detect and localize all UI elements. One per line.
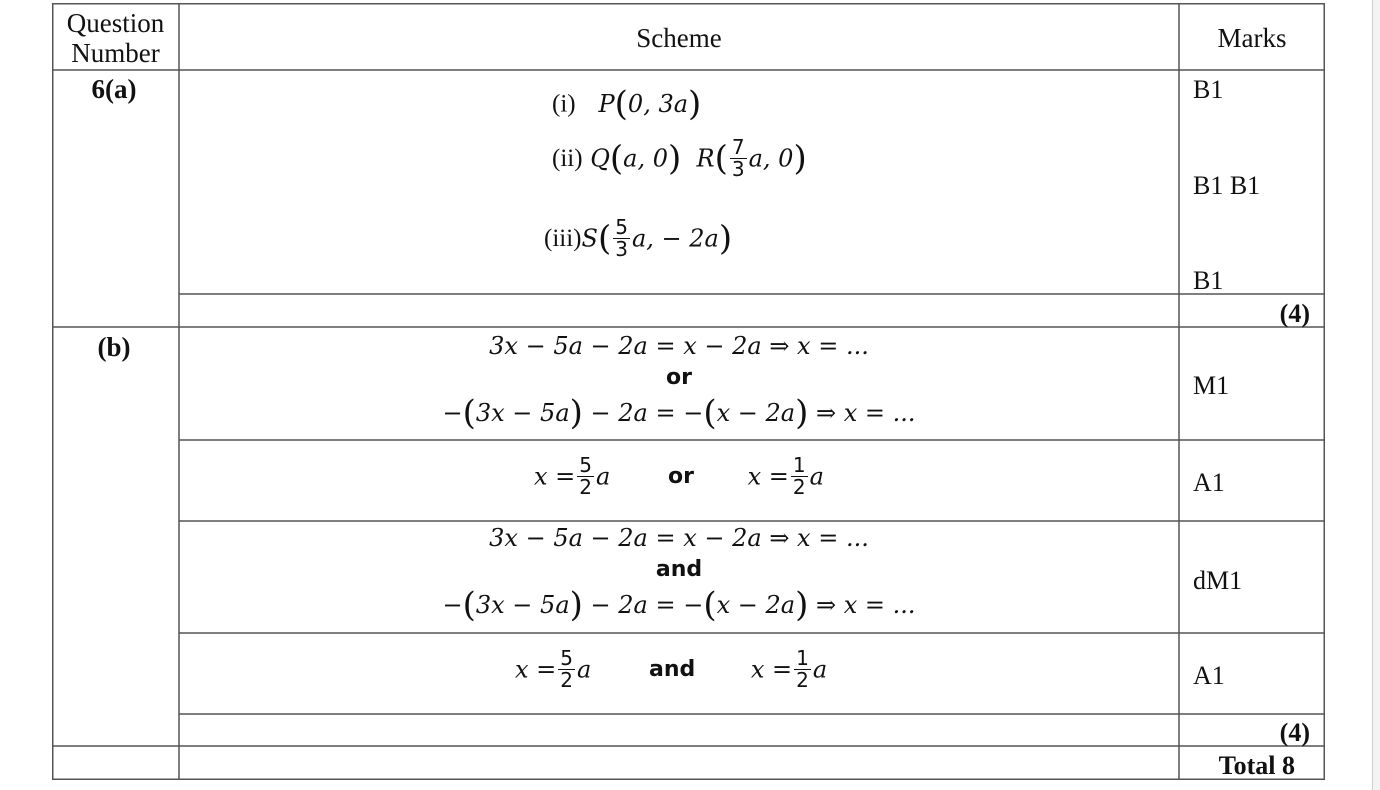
fraction-five-thirds: $\frac{5}{3}$: [615, 215, 628, 261]
mark-a-i: B1: [1193, 75, 1224, 104]
part-a-iii-line: (iii)S( $\frac{5}{3}$ a, − 2a): [544, 215, 733, 261]
part-a-i-line: (i) P(0, 3a): [552, 84, 702, 124]
subtotal-b: (4): [1279, 718, 1310, 747]
mark-a1b: A1: [1193, 661, 1225, 690]
part-a-label: 6(a): [91, 74, 137, 104]
header-question-number: Question Number: [66, 8, 165, 69]
window-edge: [1372, 0, 1380, 790]
dm1-line-1: 3x − 5a − 2a = x − 2a ⇒ x = ...: [489, 524, 869, 552]
mark-a1: A1: [1193, 468, 1225, 497]
mark-a-ii: B1 B1: [1193, 171, 1261, 200]
mark-a-iii: B1: [1193, 266, 1224, 295]
part-b-label: (b): [97, 332, 131, 362]
mark-scheme-table: [52, 3, 1325, 780]
header-marks: Marks: [1217, 23, 1287, 53]
mark-m1: M1: [1193, 371, 1230, 400]
subtotal-a: (4): [1279, 299, 1310, 328]
m1-line-1: 3x − 5a − 2a = x − 2a ⇒ x = ...: [489, 332, 869, 360]
a1b-line: x = $\frac{5}{2}$ a and x = $\frac{1}{2}$ a: [515, 646, 828, 692]
m1-line-2: −(3x − 5a) − 2a = −(x − 2a) ⇒ x = ...: [442, 393, 916, 433]
a1-line: x = $\frac{5}{2}$ a or x = $\frac{1}{2}$ a: [534, 453, 824, 499]
header-scheme: Scheme: [636, 23, 722, 53]
m1-or: or: [666, 365, 692, 390]
part-a-ii-line: (ii) Q(a, 0) R( $\frac{7}{3}$ a, 0): [552, 135, 807, 181]
mark-dm1: dM1: [1193, 566, 1243, 595]
fraction-seven-thirds: $\frac{7}{3}$: [731, 135, 745, 181]
dm1-and: and: [655, 557, 703, 582]
total-marks: Total 8: [1218, 751, 1295, 780]
dm1-line-2: −(3x − 5a) − 2a = −(x − 2a) ⇒ x = ...: [442, 585, 916, 625]
